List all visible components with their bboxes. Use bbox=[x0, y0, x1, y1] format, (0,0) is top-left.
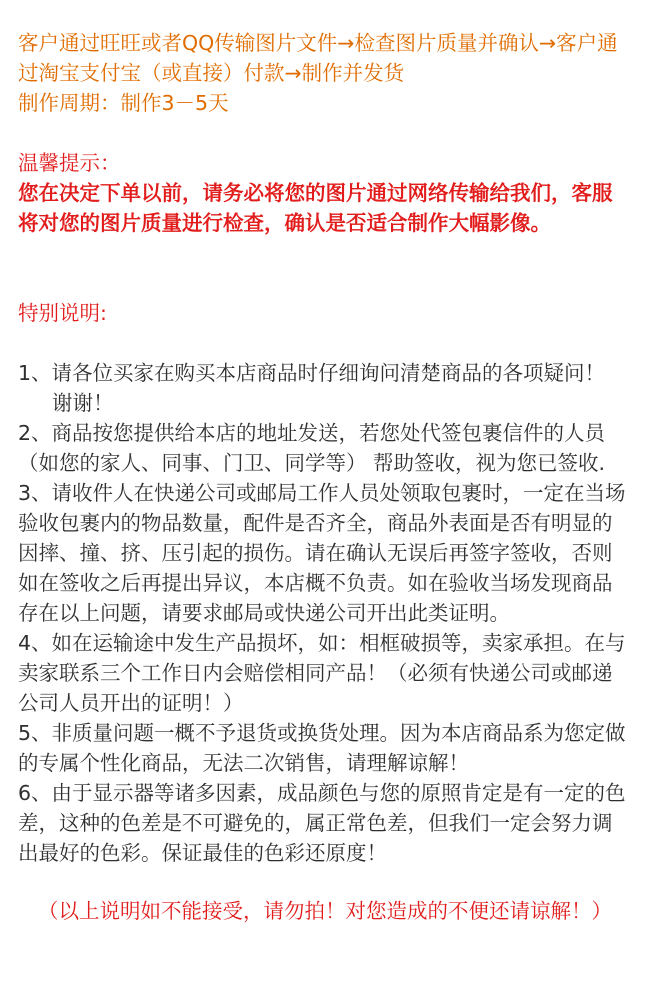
tips-body: 您在决定下单以前，请务必将您的图片通过网络传输给我们，客服将对您的图片质量进行检查，确认是否适合制作大幅影像。 bbox=[18, 181, 613, 235]
note-item-1-thanks: 谢谢！ bbox=[52, 391, 114, 415]
note-item-3: 3、请收件人在快递公司或邮局工作人员处领取包裹时，一定在当场验收包裹内的物品数量，配件是否齐全，商品外表面是否有明显的因摔、撞、挤、压引起的损伤。请在确认无误后再签字签收，否则如在签收之后再提出异议，本店概不负责。如在验收当场发现商品存在以上问题，请要求邮局或快递公司开出此类证明。 bbox=[18, 481, 626, 625]
process-section bbox=[18, 0, 632, 118]
tips-section bbox=[18, 148, 632, 238]
note-item-1: 1、请各位买家在购买本店商品时仔细询问清楚商品的各项疑问！ bbox=[18, 361, 606, 385]
production-period: 制作周期：制作3－5天 bbox=[18, 91, 229, 115]
note-item-2: 2、商品按您提供给本店的地址发送，若您处代签包裹信件的人员（如您的家人、同事、门卫、同学等） 帮助签收，视为您已签收. bbox=[18, 421, 606, 475]
note-item-4: 4、如在运输途中发生产品损坏，如：相框破损等，卖家承担。在与卖家联系三个工作日内会赔偿相同产品！（必须有快递公司或邮递公司人员开出的证明！） bbox=[18, 631, 626, 715]
notes-section bbox=[18, 298, 632, 868]
footer-notice: （以上说明如不能接受，请勿拍！对您造成的不便还请谅解！） bbox=[38, 899, 612, 923]
note-item-5: 5、非质量问题一概不予退货或换货处理。因为本店商品系为您定做的专属个性化商品，无法二次销售，请理解谅解！ bbox=[18, 721, 626, 775]
process-steps: 客户通过旺旺或者QQ传输图片文件→检查图片质量并确认→客户通过淘宝支付宝（或直接）付款→制作并发货 bbox=[18, 31, 618, 85]
notes-title: 特别说明: bbox=[18, 301, 107, 325]
tips-title: 温馨提示： bbox=[18, 151, 121, 175]
note-item-6: 6、由于显示器等诸多因素，成品颜色与您的原照肯定是有一定的色差，这种的色差是不可避免的，属正常色差，但我们一定会努力调出最好的色彩。保证最佳的色彩还原度！ bbox=[18, 781, 626, 865]
